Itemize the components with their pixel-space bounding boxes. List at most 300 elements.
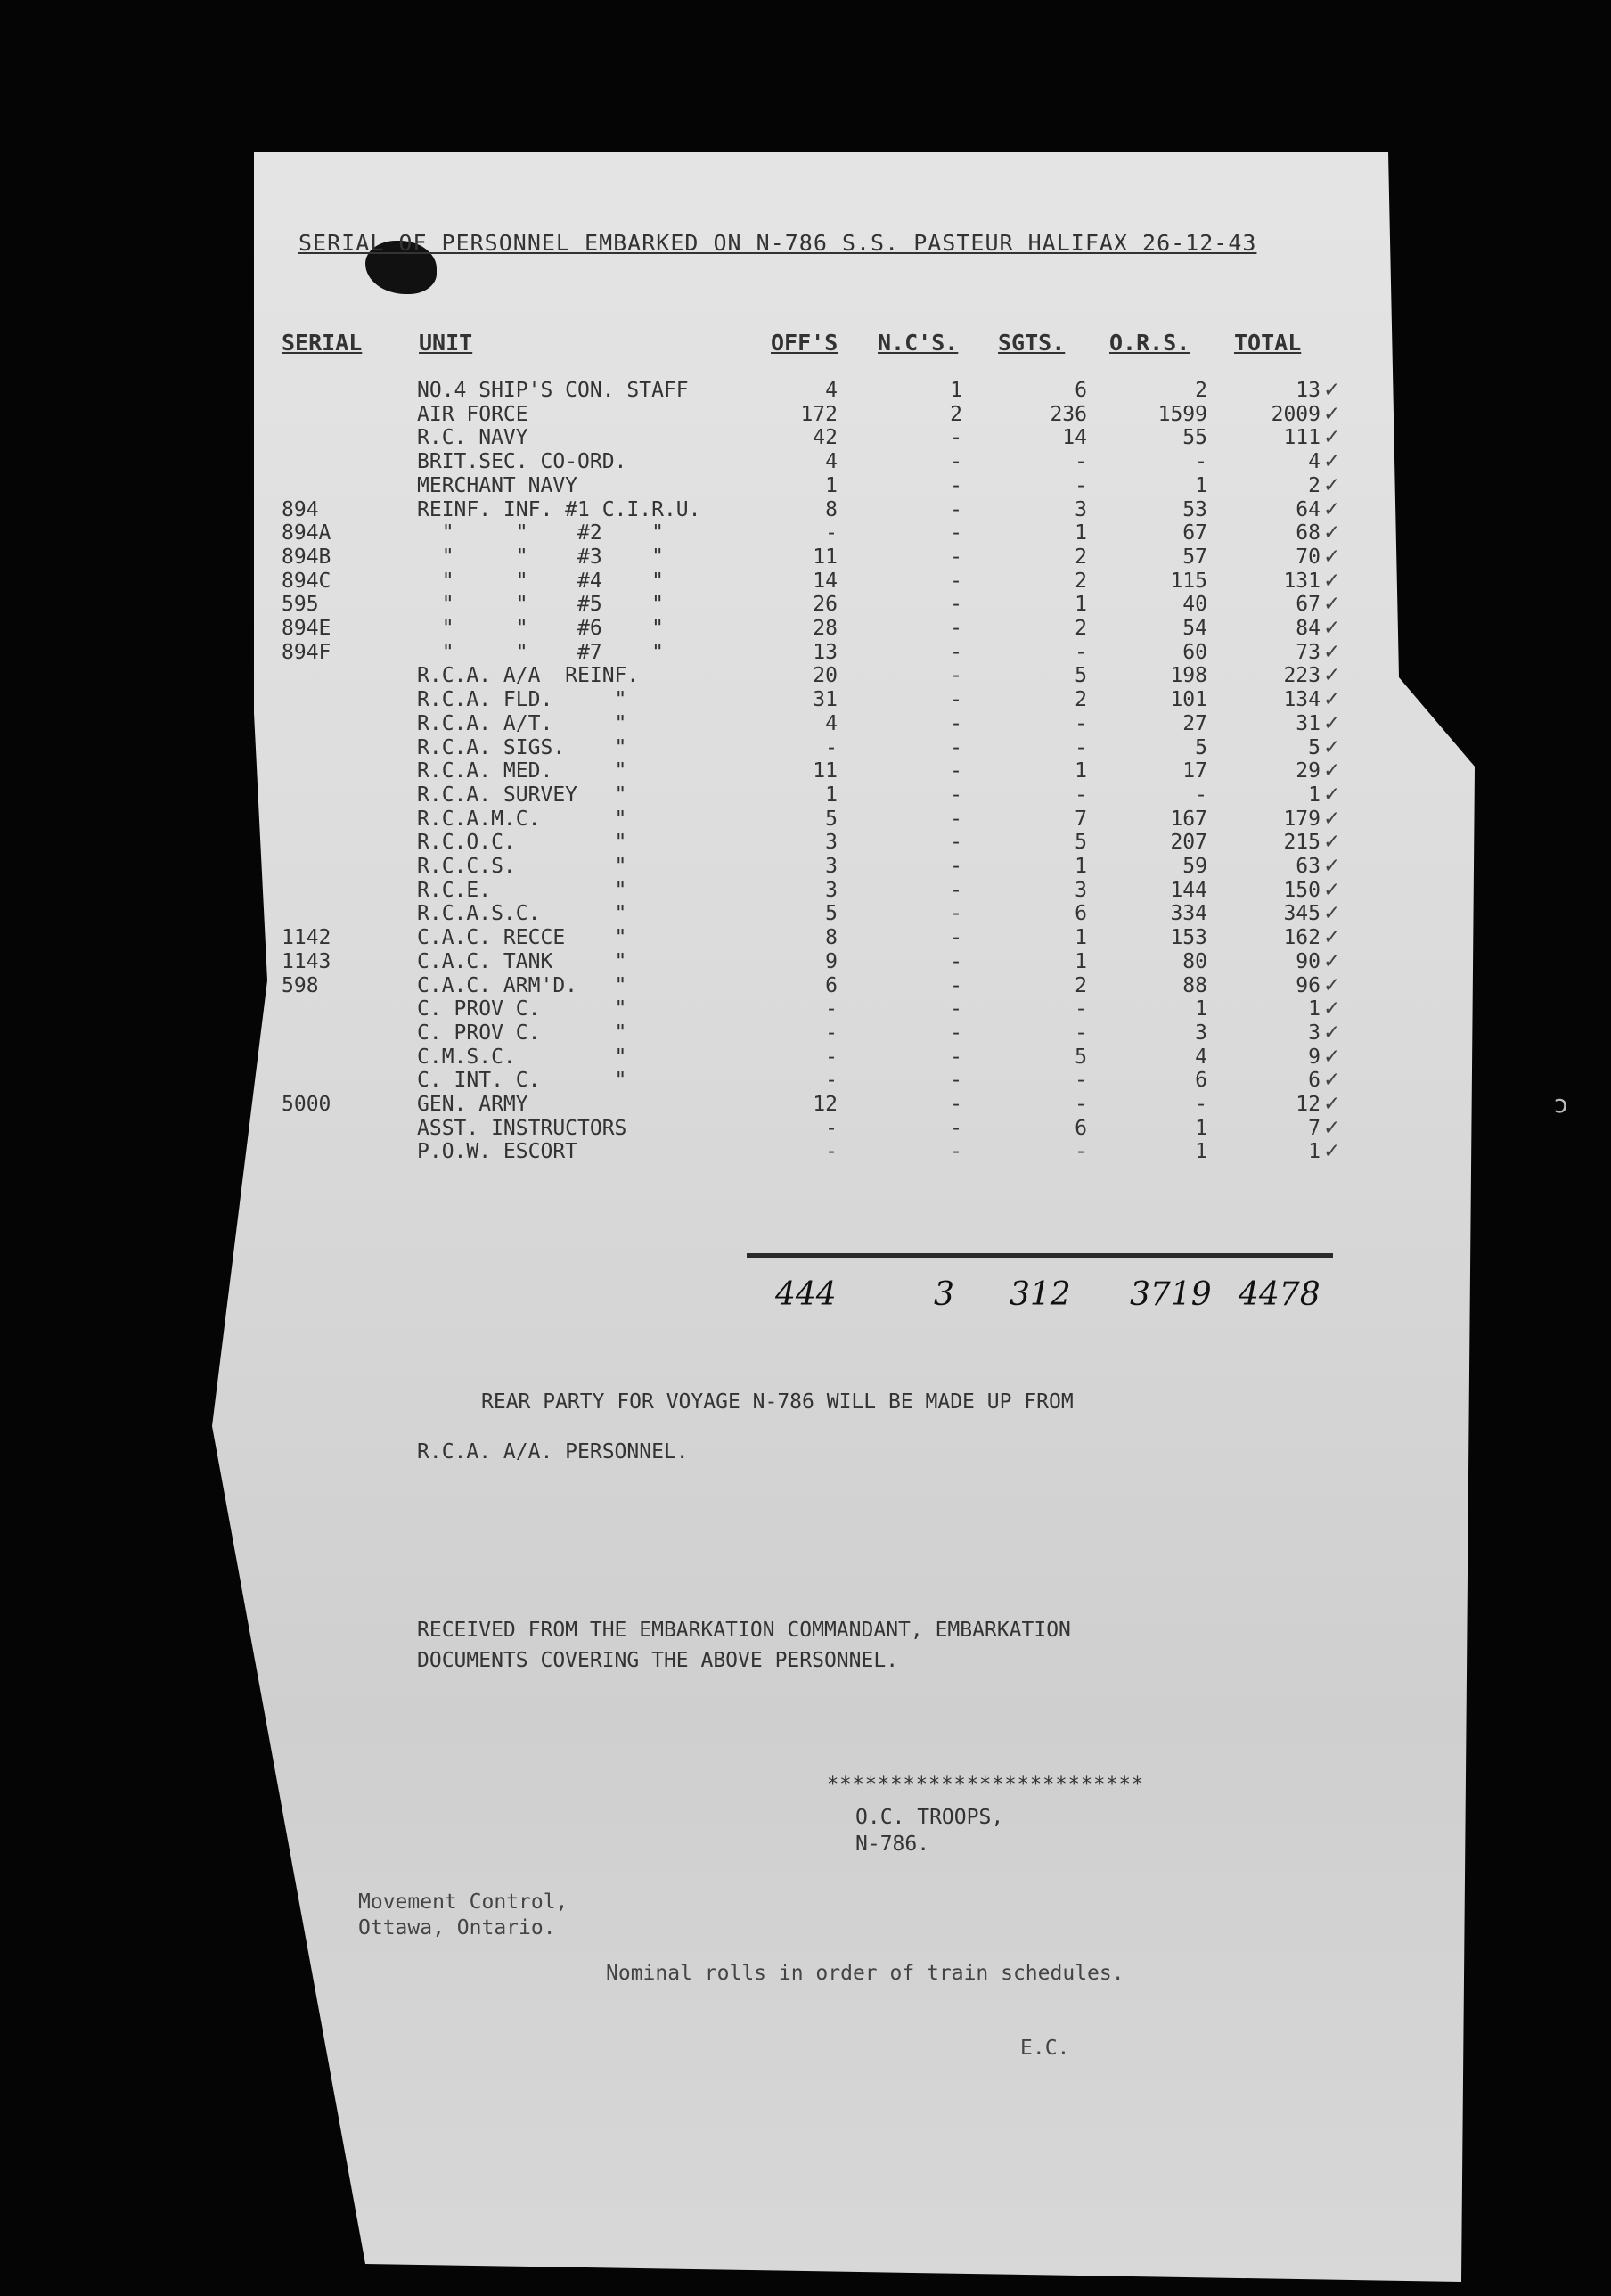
cell-sgts: -	[1075, 735, 1087, 759]
cell-ncos: -	[950, 426, 962, 450]
cell-ors: 3	[1195, 1021, 1207, 1045]
cell-offrs: -	[825, 1021, 838, 1045]
cell-sgts: -	[1075, 473, 1087, 497]
cell-sgts: 5	[1075, 1045, 1087, 1069]
cell-ncos: -	[950, 688, 962, 712]
cell-serial: 595	[282, 593, 319, 617]
column-header-sgts: SGTS.	[998, 330, 1066, 356]
cell-ors: 167	[1170, 807, 1207, 831]
column-header-ncos: N.C'S.	[878, 330, 959, 356]
cell-serial: 894B	[282, 545, 331, 569]
cell-ors: 1	[1195, 473, 1207, 497]
table-row	[0, 379, 1611, 403]
cell-total: 1	[1308, 783, 1321, 807]
cell-sgts: -	[1075, 1069, 1087, 1093]
cell-unit: ASST. INSTRUCTORS	[417, 1116, 627, 1140]
cell-ncos: -	[950, 711, 962, 735]
column-header-offrs: OFF'S	[771, 330, 838, 356]
cell-unit: BRIT.SEC. CO-ORD.	[417, 450, 627, 474]
cell-offrs: 13	[813, 640, 838, 664]
cell-total: 2	[1308, 473, 1321, 497]
cell-serial: 5000	[282, 1093, 331, 1116]
cell-sgts: -	[1075, 783, 1087, 807]
cell-ncos: 2	[950, 402, 962, 426]
table-row	[0, 641, 1611, 665]
cell-serial: 598	[282, 973, 319, 997]
cell-total: 215	[1283, 831, 1321, 855]
cell-offrs: -	[825, 1045, 838, 1069]
cell-sgts: -	[1075, 640, 1087, 664]
received-line-1: RECEIVED FROM THE EMBARKATION COMMANDANT, EMBARKATION	[417, 1619, 1071, 1642]
column-header-total: TOTAL	[1234, 330, 1302, 356]
cell-offrs: 42	[813, 426, 838, 450]
cell-ncos: -	[950, 997, 962, 1021]
cell-ncos: -	[950, 949, 962, 973]
cell-total: 63	[1296, 855, 1321, 878]
cell-total: 67	[1296, 593, 1321, 617]
cell-ncos: -	[950, 1045, 962, 1069]
cell-ors: 115	[1170, 569, 1207, 593]
cell-offrs: -	[825, 1116, 838, 1140]
cell-ncos: -	[950, 545, 962, 569]
rear-party-line-1: REAR PARTY FOR VOYAGE N-786 WILL BE MADE UP FROM	[481, 1390, 1074, 1414]
cell-ors: 1	[1195, 997, 1207, 1021]
cell-unit: " " #2 "	[417, 521, 664, 545]
cell-ncos: -	[950, 926, 962, 950]
cell-unit: R.C.A. A/A REINF.	[417, 664, 640, 688]
cell-unit: R.C.C.S. "	[417, 855, 627, 878]
cell-ncos: -	[950, 593, 962, 617]
cell-offrs: 5	[825, 902, 838, 926]
cell-check: ✓	[1323, 1021, 1341, 1045]
cell-unit: R.C.E. "	[417, 878, 627, 902]
cell-total: 64	[1296, 497, 1321, 521]
cell-check: ✓	[1323, 735, 1341, 759]
cell-unit: R.C.A. SURVEY "	[417, 783, 627, 807]
cell-total: 12	[1296, 1093, 1321, 1116]
cell-offrs: 9	[825, 949, 838, 973]
initials: E.C.	[1020, 2037, 1070, 2060]
cell-offrs: -	[825, 997, 838, 1021]
cell-ors: 207	[1170, 831, 1207, 855]
table-row	[0, 593, 1611, 617]
cell-check: ✓	[1323, 379, 1341, 402]
cell-sgts: 2	[1075, 545, 1087, 569]
cell-ncos: -	[950, 1093, 962, 1116]
cell-unit: R.C.A. SIGS. "	[417, 735, 627, 759]
cell-total: 31	[1296, 711, 1321, 735]
cell-check: ✓	[1323, 640, 1341, 664]
cell-ors: 334	[1170, 902, 1207, 926]
cell-check: ✓	[1323, 664, 1341, 688]
cell-ors: -	[1195, 783, 1207, 807]
cell-offrs: -	[825, 1069, 838, 1093]
cell-ncos: -	[950, 617, 962, 640]
cell-ors: 55	[1182, 426, 1207, 450]
table-row	[0, 902, 1611, 926]
table-row	[0, 855, 1611, 879]
cell-sgts: 3	[1075, 497, 1087, 521]
cell-offrs: 11	[813, 545, 838, 569]
cell-sgts: 7	[1075, 807, 1087, 831]
cell-total: 345	[1283, 902, 1321, 926]
cell-check: ✓	[1323, 617, 1341, 640]
train-schedule-note: Nominal rolls in order of train schedules.	[606, 1962, 1124, 1985]
cell-ncos: -	[950, 473, 962, 497]
cell-check: ✓	[1323, 545, 1341, 569]
table-row	[0, 1069, 1611, 1093]
cell-check: ✓	[1323, 1045, 1341, 1069]
cell-total: 2009	[1271, 402, 1321, 426]
table-row	[0, 403, 1611, 427]
cell-check: ✓	[1323, 1069, 1341, 1093]
cell-sgts: 236	[1050, 402, 1087, 426]
document-heading: SERIAL OF PERSONNEL EMBARKED ON N-786 S.S. PASTEUR HALIFAX 26-12-43	[298, 230, 1257, 256]
cell-total: 9	[1308, 1045, 1321, 1069]
signature-title: O.C. TROOPS,	[855, 1806, 1004, 1829]
total-sgts: 312	[1010, 1276, 1071, 1313]
cell-sgts: -	[1075, 997, 1087, 1021]
cell-unit: C. PROV C. "	[417, 997, 627, 1021]
table-row	[0, 521, 1611, 545]
cell-ors: 2	[1195, 379, 1207, 402]
cell-ors: 6	[1195, 1069, 1207, 1093]
table-row	[0, 1093, 1611, 1117]
cell-serial: 894A	[282, 521, 331, 545]
signature-ship: N-786.	[855, 1833, 930, 1856]
cell-unit: R.C.A. A/T. "	[417, 711, 627, 735]
cell-check: ✓	[1323, 807, 1341, 831]
cell-ncos: -	[950, 1140, 962, 1164]
cell-ors: 5	[1195, 735, 1207, 759]
table-row	[0, 712, 1611, 736]
table-row	[0, 736, 1611, 760]
cell-sgts: 1	[1075, 521, 1087, 545]
cell-offrs: 4	[825, 450, 838, 474]
cell-check: ✓	[1323, 521, 1341, 545]
cell-serial: 894	[282, 497, 319, 521]
cell-check: ✓	[1323, 855, 1341, 878]
table-row	[0, 426, 1611, 450]
cell-unit: NO.4 SHIP'S CON. STAFF	[417, 379, 689, 402]
cell-unit: C.A.C. ARM'D. "	[417, 973, 627, 997]
cell-ncos: -	[950, 1069, 962, 1093]
cell-ncos: -	[950, 973, 962, 997]
table-row	[0, 926, 1611, 950]
received-line-2: DOCUMENTS COVERING THE ABOVE PERSONNEL.	[417, 1649, 899, 1672]
cell-check: ✓	[1323, 1140, 1341, 1164]
cell-unit: R.C.O.C. "	[417, 831, 627, 855]
cell-unit: R.C.A. FLD. "	[417, 688, 627, 712]
totals-rule	[747, 1253, 1333, 1258]
cell-ncos: -	[950, 783, 962, 807]
cell-offrs: 8	[825, 497, 838, 521]
cell-serial: 894C	[282, 569, 331, 593]
cell-total: 68	[1296, 521, 1321, 545]
cell-ors: 67	[1182, 521, 1207, 545]
cell-ncos: -	[950, 902, 962, 926]
cell-serial: 1143	[282, 949, 331, 973]
cell-ncos: -	[950, 450, 962, 474]
cell-ors: 53	[1182, 497, 1207, 521]
cell-check: ✓	[1323, 926, 1341, 950]
cell-sgts: 1	[1075, 949, 1087, 973]
cell-total: 150	[1283, 878, 1321, 902]
cell-sgts: 6	[1075, 379, 1087, 402]
cell-check: ✓	[1323, 831, 1341, 855]
cell-total: 134	[1283, 688, 1321, 712]
cell-unit: P.O.W. ESCORT	[417, 1140, 578, 1164]
address-line-2: Ottawa, Ontario.	[358, 1916, 556, 1939]
signature-line: *************************	[827, 1774, 1145, 1796]
cell-offrs: 4	[825, 379, 838, 402]
cell-ncos: -	[950, 1021, 962, 1045]
table-row	[0, 879, 1611, 903]
cell-sgts: -	[1075, 1093, 1087, 1116]
cell-serial: 894F	[282, 640, 331, 664]
address-line-1: Movement Control,	[358, 1890, 568, 1914]
table-row	[0, 498, 1611, 522]
cell-check: ✓	[1323, 1093, 1341, 1116]
cell-total: 162	[1283, 926, 1321, 950]
cell-unit: " " #4 "	[417, 569, 664, 593]
cell-offrs: 6	[825, 973, 838, 997]
cell-ors: 88	[1182, 973, 1207, 997]
cell-total: 4	[1308, 450, 1321, 474]
cell-sgts: 2	[1075, 688, 1087, 712]
cell-check: ✓	[1323, 997, 1341, 1021]
cell-offrs: -	[825, 735, 838, 759]
cell-check: ✓	[1323, 497, 1341, 521]
cell-sgts: 2	[1075, 973, 1087, 997]
cell-offrs: 20	[813, 664, 838, 688]
cell-check: ✓	[1323, 878, 1341, 902]
table-row	[0, 1021, 1611, 1046]
cell-unit: R.C. NAVY	[417, 426, 528, 450]
cell-check: ✓	[1323, 711, 1341, 735]
cell-check: ✓	[1323, 593, 1341, 617]
cell-check: ✓	[1323, 973, 1341, 997]
table-row	[0, 570, 1611, 594]
cell-offrs: 1	[825, 473, 838, 497]
cell-total: 131	[1283, 569, 1321, 593]
table-row	[0, 783, 1611, 808]
cell-ors: 40	[1182, 593, 1207, 617]
cell-offrs: 11	[813, 759, 838, 783]
table-row	[0, 474, 1611, 498]
cell-ors: 144	[1170, 878, 1207, 902]
cell-offrs: 8	[825, 926, 838, 950]
cell-sgts: 2	[1075, 617, 1087, 640]
cell-total: 223	[1283, 664, 1321, 688]
cell-total: 70	[1296, 545, 1321, 569]
cell-sgts: 2	[1075, 569, 1087, 593]
signature-block	[855, 1804, 1003, 1857]
cell-ncos: -	[950, 640, 962, 664]
cell-unit: " " #7 "	[417, 640, 664, 664]
cell-unit: C. PROV C. "	[417, 1021, 627, 1045]
column-header-unit: UNIT	[419, 330, 473, 356]
cell-sgts: 1	[1075, 926, 1087, 950]
cell-sgts: 5	[1075, 831, 1087, 855]
cell-total: 1	[1308, 1140, 1321, 1164]
cell-unit: R.C.A.M.C. "	[417, 807, 627, 831]
cell-sgts: 6	[1075, 902, 1087, 926]
cell-check: ✓	[1323, 450, 1341, 474]
cell-check: ✓	[1323, 759, 1341, 783]
cell-ors: -	[1195, 450, 1207, 474]
cell-ors: -	[1195, 1093, 1207, 1116]
table-row	[0, 1117, 1611, 1141]
cell-offrs: 12	[813, 1093, 838, 1116]
cell-offrs: -	[825, 1140, 838, 1164]
cell-unit: C. INT. C. "	[417, 1069, 627, 1093]
cell-check: ✓	[1323, 902, 1341, 926]
cell-unit: " " #5 "	[417, 593, 664, 617]
cell-check: ✓	[1323, 402, 1341, 426]
table-row	[0, 997, 1611, 1021]
cell-ncos: -	[950, 807, 962, 831]
cell-offrs: 28	[813, 617, 838, 640]
cell-unit: R.C.A.S.C. "	[417, 902, 627, 926]
cell-ors: 54	[1182, 617, 1207, 640]
cell-offrs: 14	[813, 569, 838, 593]
cell-total: 13	[1296, 379, 1321, 402]
table-row	[0, 688, 1611, 712]
cell-total: 111	[1283, 426, 1321, 450]
table-row	[0, 974, 1611, 998]
cell-ncos: -	[950, 735, 962, 759]
cell-ors: 60	[1182, 640, 1207, 664]
table-row	[0, 831, 1611, 855]
cell-ncos: -	[950, 497, 962, 521]
cell-unit: GEN. ARMY	[417, 1093, 528, 1116]
cell-unit: MERCHANT NAVY	[417, 473, 578, 497]
cell-ors: 1599	[1157, 402, 1207, 426]
cell-serial: 894E	[282, 617, 331, 640]
cell-total: 6	[1308, 1069, 1321, 1093]
cell-unit: " " #6 "	[417, 617, 664, 640]
cell-unit: C.M.S.C. "	[417, 1045, 627, 1069]
cell-total: 84	[1296, 617, 1321, 640]
table-row	[0, 950, 1611, 974]
cell-ncos: -	[950, 855, 962, 878]
total-ncos: 3	[934, 1276, 954, 1313]
cell-unit: " " #3 "	[417, 545, 664, 569]
cell-total: 96	[1296, 973, 1321, 997]
cell-offrs: 4	[825, 711, 838, 735]
cell-sgts: 1	[1075, 855, 1087, 878]
cell-offrs: 3	[825, 831, 838, 855]
cell-check: ✓	[1323, 426, 1341, 450]
table-row	[0, 545, 1611, 570]
cell-check: ✓	[1323, 949, 1341, 973]
cell-sgts: -	[1075, 1021, 1087, 1045]
cell-sgts: 6	[1075, 1116, 1087, 1140]
cell-total: 29	[1296, 759, 1321, 783]
cell-ors: 198	[1170, 664, 1207, 688]
cell-ncos: -	[950, 569, 962, 593]
cell-ors: 17	[1182, 759, 1207, 783]
total-offrs: 444	[775, 1276, 837, 1313]
cell-check: ✓	[1323, 688, 1341, 712]
cell-ors: 101	[1170, 688, 1207, 712]
address-block	[358, 1890, 568, 1941]
column-header-serial: SERIAL	[282, 330, 363, 356]
cell-ncos: -	[950, 521, 962, 545]
total-ors: 3719	[1130, 1276, 1212, 1313]
cell-ors: 4	[1195, 1045, 1207, 1069]
edge-mark: ↄ	[1554, 1089, 1568, 1119]
rear-party-line-2: R.C.A. A/A. PERSONNEL.	[417, 1440, 689, 1464]
table-row	[0, 617, 1611, 641]
cell-sgts: -	[1075, 711, 1087, 735]
cell-ors: 153	[1170, 926, 1207, 950]
cell-total: 90	[1296, 949, 1321, 973]
cell-ors: 80	[1182, 949, 1207, 973]
cell-unit: C.A.C. TANK "	[417, 949, 627, 973]
cell-sgts: 14	[1062, 426, 1087, 450]
cell-ncos: 1	[950, 379, 962, 402]
cell-check: ✓	[1323, 473, 1341, 497]
cell-sgts: 5	[1075, 664, 1087, 688]
column-header-ors: O.R.S.	[1109, 330, 1190, 356]
table-row	[0, 759, 1611, 783]
table-row	[0, 1140, 1611, 1164]
cell-ncos: -	[950, 759, 962, 783]
cell-ors: 59	[1182, 855, 1207, 878]
table-row	[0, 664, 1611, 688]
cell-offrs: 1	[825, 783, 838, 807]
cell-unit: C.A.C. RECCE "	[417, 926, 627, 950]
cell-offrs: 172	[800, 402, 838, 426]
cell-ors: 1	[1195, 1116, 1207, 1140]
cell-offrs: 26	[813, 593, 838, 617]
cell-total: 1	[1308, 997, 1321, 1021]
cell-ncos: -	[950, 831, 962, 855]
cell-serial: 1142	[282, 926, 331, 950]
cell-offrs: -	[825, 521, 838, 545]
cell-sgts: 1	[1075, 593, 1087, 617]
cell-ncos: -	[950, 664, 962, 688]
cell-check: ✓	[1323, 783, 1341, 807]
table-row	[0, 808, 1611, 832]
cell-ncos: -	[950, 1116, 962, 1140]
cell-unit: REINF. INF. #1 C.I.R.U.	[417, 497, 701, 521]
cell-check: ✓	[1323, 569, 1341, 593]
cell-offrs: 5	[825, 807, 838, 831]
cell-sgts: 1	[1075, 759, 1087, 783]
cell-unit: AIR FORCE	[417, 402, 528, 426]
table-row	[0, 450, 1611, 474]
cell-total: 5	[1308, 735, 1321, 759]
cell-sgts: -	[1075, 1140, 1087, 1164]
cell-total: 3	[1308, 1021, 1321, 1045]
cell-sgts: 3	[1075, 878, 1087, 902]
cell-total: 179	[1283, 807, 1321, 831]
cell-total: 73	[1296, 640, 1321, 664]
cell-unit: R.C.A. MED. "	[417, 759, 627, 783]
total-total: 4478	[1239, 1276, 1321, 1313]
cell-offrs: 31	[813, 688, 838, 712]
table-row	[0, 1046, 1611, 1070]
cell-total: 7	[1308, 1116, 1321, 1140]
cell-offrs: 3	[825, 855, 838, 878]
cell-ncos: -	[950, 878, 962, 902]
cell-ors: 57	[1182, 545, 1207, 569]
cell-sgts: -	[1075, 450, 1087, 474]
cell-ors: 27	[1182, 711, 1207, 735]
